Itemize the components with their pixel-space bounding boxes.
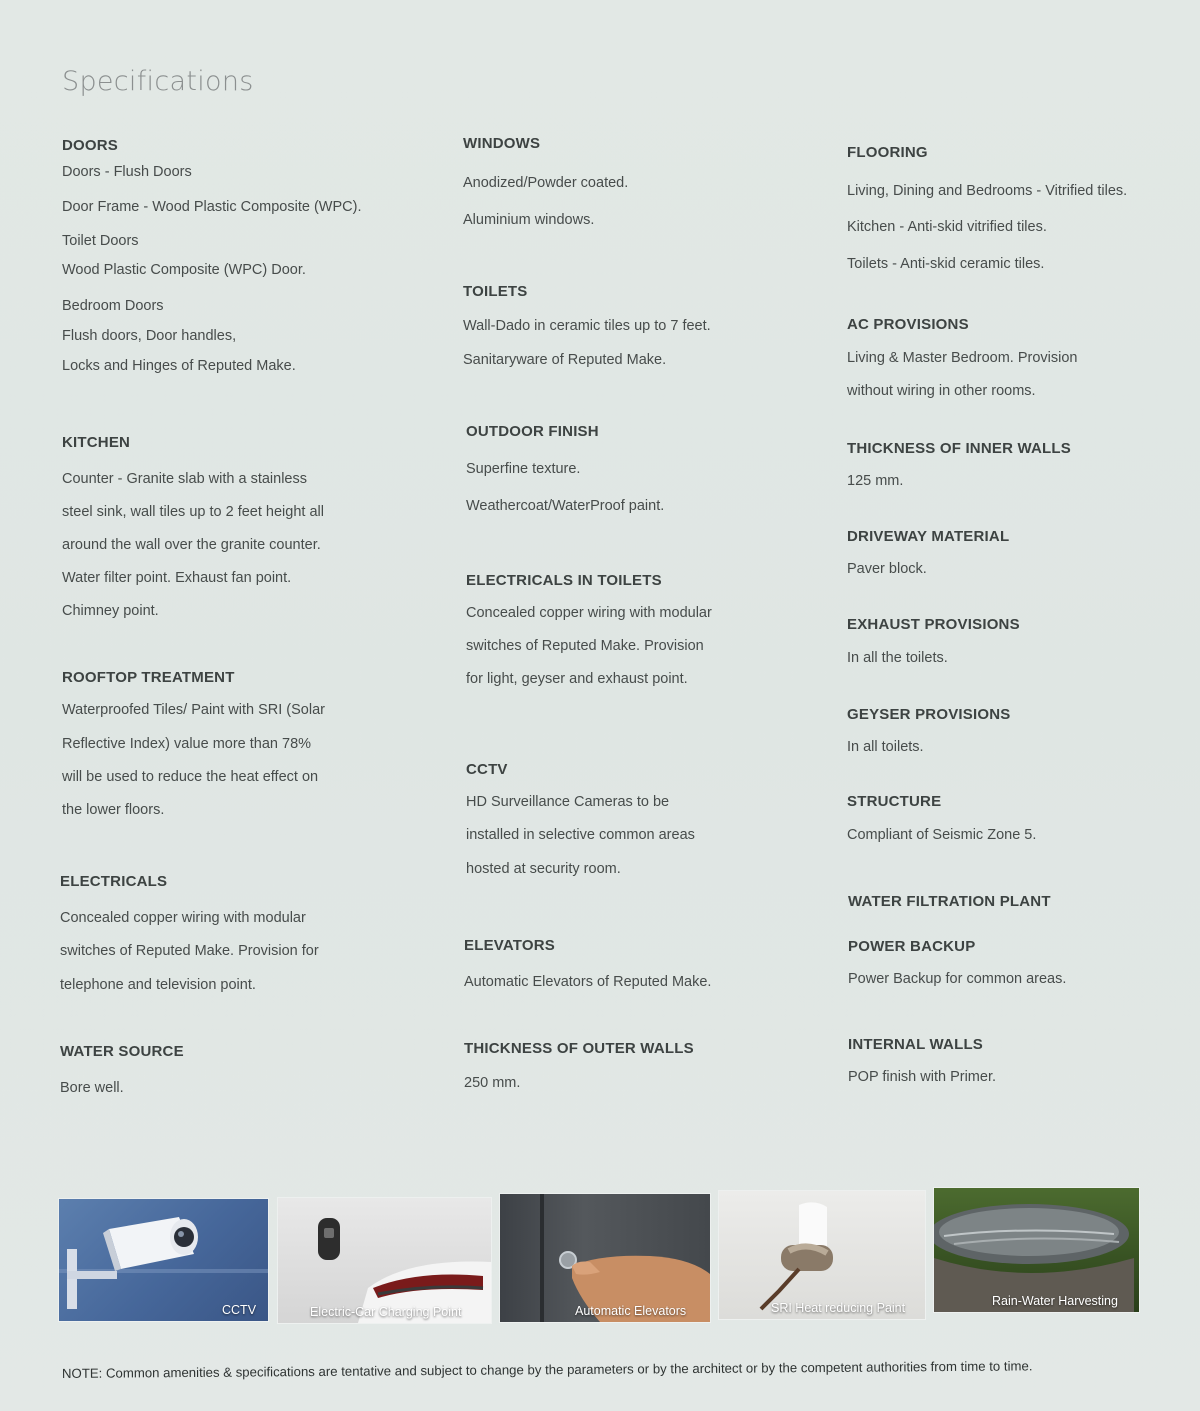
section-heading: STRUCTURE — [847, 793, 942, 810]
section-heading: DRIVEWAY MATERIAL — [847, 528, 1010, 545]
amenity-card-rain-water — [934, 1188, 1139, 1312]
spec-line: installed in selective common areas — [466, 827, 695, 843]
spec-line: Living, Dining and Bedrooms - Vitrified tiles. — [847, 183, 1128, 199]
spec-line: Compliant of Seismic Zone 5. — [847, 827, 1037, 843]
spec-line: HD Surveillance Cameras to be — [466, 794, 670, 810]
spec-line: In all the toilets. — [847, 650, 948, 666]
elevator-button-icon — [500, 1194, 710, 1322]
spec-line: Bedroom Doors — [62, 298, 164, 314]
amenity-caption: Electric-Car Charging Point — [310, 1305, 462, 1319]
spec-line: Toilet Doors — [62, 233, 139, 249]
section-heading: ELECTRICALS IN TOILETS — [466, 572, 662, 589]
spec-line: will be used to reduce the heat effect on — [62, 769, 319, 785]
section-heading: FLOORING — [847, 144, 928, 161]
spec-line: for light, geyser and exhaust point. — [466, 671, 688, 687]
amenity-card-ev-charging — [278, 1198, 491, 1323]
spec-line: Anodized/Powder coated. — [463, 175, 629, 191]
section-heading: OUTDOOR FINISH — [466, 423, 599, 440]
spec-line: telephone and television point. — [60, 977, 256, 993]
section-heading: ELECTRICALS — [60, 873, 168, 890]
spec-line: Aluminium windows. — [463, 212, 595, 228]
spec-line: without wiring in other rooms. — [847, 383, 1036, 399]
amenity-caption: SRI Heat reducing Paint — [771, 1301, 906, 1315]
spec-line: Water filter point. Exhaust fan point. — [62, 570, 292, 586]
amenity-card-sri-paint — [719, 1191, 925, 1319]
section-heading: CCTV — [466, 761, 508, 778]
spec-line: Kitchen - Anti-skid vitrified tiles. — [847, 219, 1047, 235]
disclaimer-note: NOTE: Common amenities & specifications are tentative and subject to change by the parameters or by the architect or by the competent authorities from time to time. — [61, 1358, 1033, 1381]
section-heading: POWER BACKUP — [848, 938, 976, 955]
spec-line: Bore well. — [60, 1080, 124, 1096]
spec-line: Paver block. — [847, 561, 927, 577]
spec-line: Power Backup for common areas. — [848, 971, 1067, 987]
spec-line: Toilets - Anti-skid ceramic tiles. — [847, 256, 1045, 272]
section-heading: EXHAUST PROVISIONS — [847, 616, 1020, 633]
spec-line: Flush doors, Door handles, — [62, 328, 237, 344]
spec-line: Automatic Elevators of Reputed Make. — [464, 974, 712, 990]
spec-line: POP finish with Primer. — [848, 1069, 997, 1085]
section-heading: DOORS — [62, 137, 119, 154]
spec-line: 125 mm. — [847, 473, 904, 489]
amenity-card-elevators — [500, 1194, 710, 1322]
section-heading: GEYSER PROVISIONS — [847, 706, 1011, 723]
spec-line: Wall-Dado in ceramic tiles up to 7 feet. — [463, 318, 711, 334]
spec-line: Chimney point. — [62, 603, 159, 619]
section-heading: ROOFTOP TREATMENT — [62, 669, 235, 686]
spec-line: Door Frame - Wood Plastic Composite (WPC). — [62, 199, 362, 215]
amenity-card-cctv — [59, 1199, 268, 1321]
spec-line: Counter - Granite slab with a stainless — [62, 471, 307, 487]
spec-line: Wood Plastic Composite (WPC) Door. — [62, 262, 306, 278]
spec-line: Concealed copper wiring with modular — [60, 910, 306, 926]
section-heading: TOILETS — [463, 283, 528, 300]
section-heading: AC PROVISIONS — [847, 316, 969, 333]
section-heading: WATER FILTRATION PLANT — [848, 893, 1051, 910]
section-heading: THICKNESS OF OUTER WALLS — [464, 1040, 694, 1057]
spec-line: Waterproofed Tiles/ Paint with SRI (Solar — [62, 702, 325, 718]
section-heading: WATER SOURCE — [60, 1043, 184, 1060]
spec-line: Doors - Flush Doors — [62, 164, 192, 180]
spec-line: the lower floors. — [62, 802, 165, 818]
spec-line: Weathercoat/WaterProof paint. — [466, 498, 665, 514]
spec-line: Superfine texture. — [466, 461, 581, 477]
spec-line: steel sink, wall tiles up to 2 feet height all — [62, 504, 324, 520]
spec-line: switches of Reputed Make. Provision — [466, 638, 704, 654]
spec-line: In all toilets. — [847, 739, 924, 755]
spec-line: switches of Reputed Make. Provision for — [60, 943, 319, 959]
spec-line: Sanitaryware of Reputed Make. — [463, 352, 667, 368]
spec-line: hosted at security room. — [466, 861, 621, 877]
section-heading: ELEVATORS — [464, 937, 555, 954]
spec-line: Locks and Hinges of Reputed Make. — [62, 358, 296, 374]
amenity-caption: CCTV — [222, 1303, 257, 1317]
section-heading: KITCHEN — [62, 434, 131, 451]
amenity-caption: Automatic Elevators — [575, 1304, 687, 1318]
spec-line: 250 mm. — [464, 1075, 521, 1091]
spec-line: Reflective Index) value more than 78% — [62, 736, 312, 752]
page-title: Specifications — [62, 66, 254, 97]
spec-line: Living & Master Bedroom. Provision — [847, 350, 1078, 366]
section-heading: WINDOWS — [463, 135, 541, 152]
amenity-photo-strip — [59, 1188, 1139, 1324]
section-heading: THICKNESS OF INNER WALLS — [847, 440, 1071, 457]
spec-line: around the wall over the granite counter. — [62, 537, 321, 553]
paint-roller-icon — [719, 1191, 925, 1319]
amenity-caption: Rain-Water Harvesting — [992, 1294, 1118, 1308]
section-heading: INTERNAL WALLS — [848, 1036, 984, 1053]
spec-line: Concealed copper wiring with modular — [466, 605, 712, 621]
